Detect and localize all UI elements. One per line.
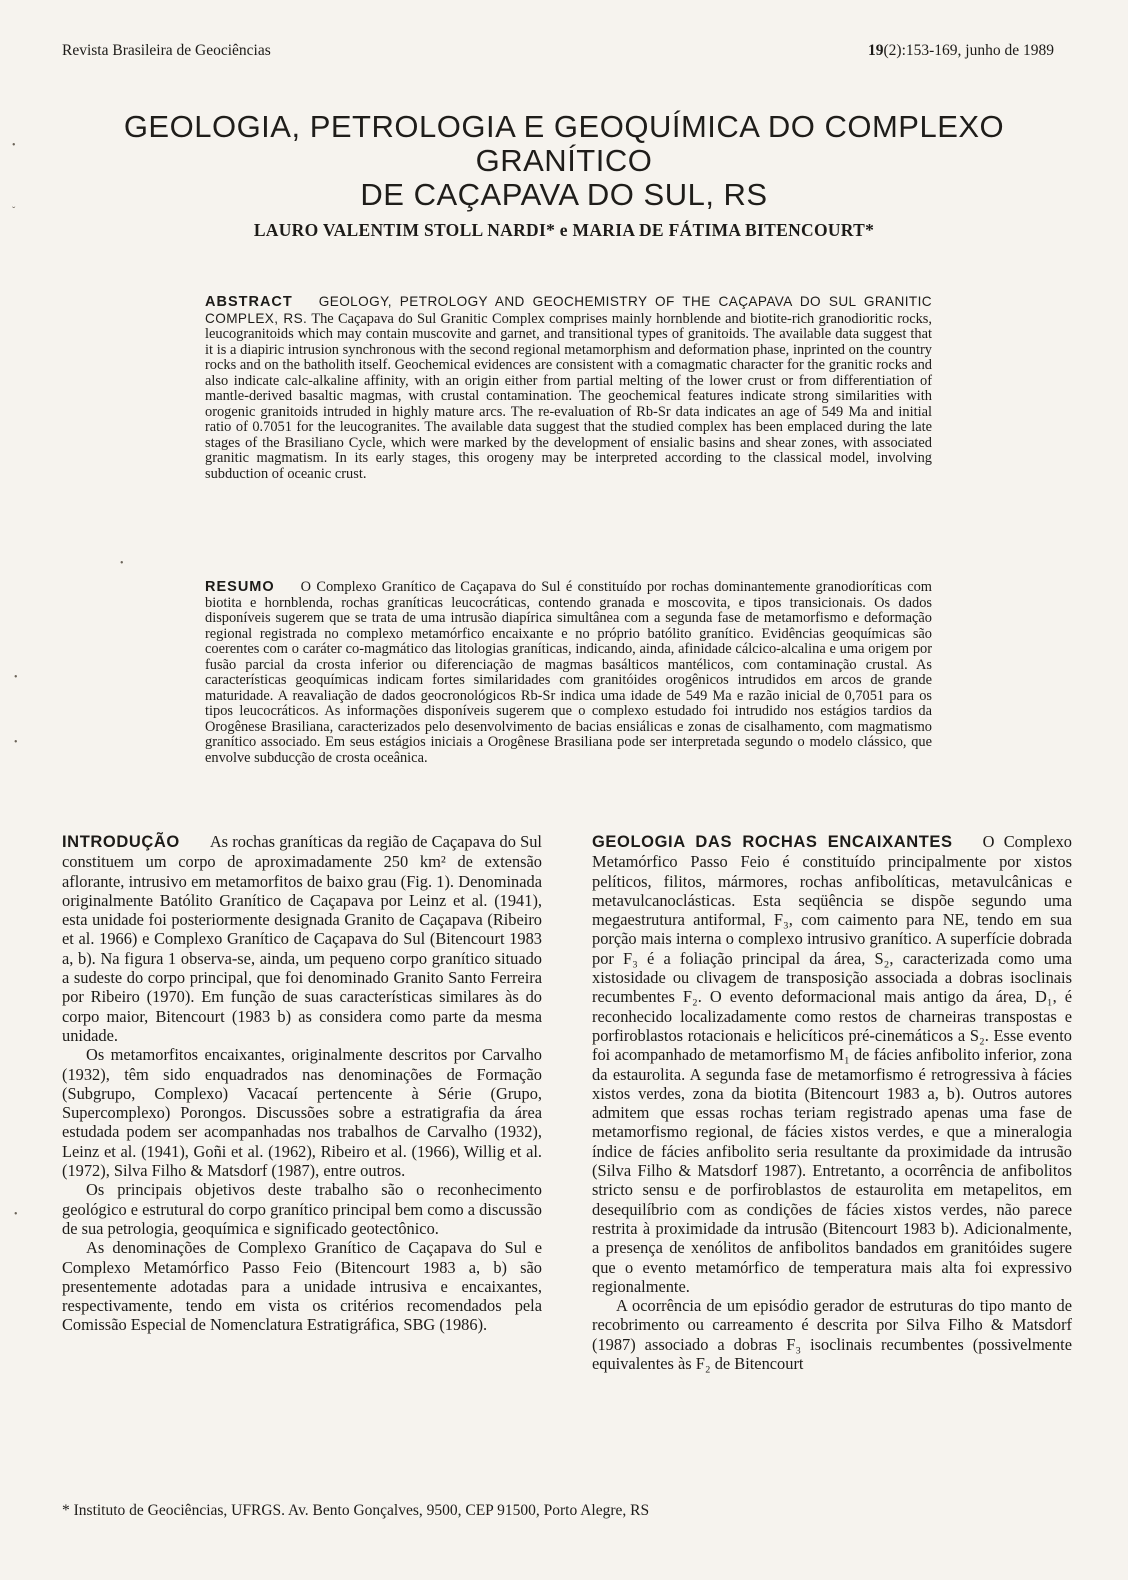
volume-number: 19: [868, 42, 884, 59]
intro-paragraph-1: [62, 832, 542, 1045]
geologia-text-1: O Complexo Metamórfico Passo Feio é constituído principalmente por xistos pelíticos, filitos, mármores, rochas anfibolíticas, metavulcânicas e metavulcanoclásticas. Esta seqüência se dispõe segundo uma megaestrutura antiformal, F₃, com caimento para NE, tendo em sua porção mais interna o complexo intrusivo granítico. A superfície dobrada por F₃ é a foliação principal da área, S₂, caracterizada como uma xistosidade ou clivagem de transposição associada a dobras isoclinais recumbentes F₂. O evento deformacional mais antigo da área, D₁, é reconhecido localizadamente como restos de charneiras transpostas e porfiroblastos rotacionais e helicíticos pré-cinemáticos a S₂. Esse evento foi acompanhado de metamorfismo M₁ de fácies anfibolito inferior, zona da estaurolita. A segunda fase de metamorfismo é retrogressiva à fácies xistos verdes, zona da biotita (Bitencourt 1983 a, b). Outros autores admitem que essas rochas teriam registrado apenas uma fase de metamorfismo regional, de fácies xistos verdes, e que a mineralogia índice de fácies anfibolito seria resultante da proximidade da intrusão (Silva Filho & Matsdorf 1987). Entretanto, a ocorrência de anfibolitos stricto sensu e de porfiroblastos de estaurolita em metapelitos, em desequilíbrio com as condições de fácies xistos verdes, não parece restrita à proximidade da intrusão (Bitencourt 1983 b). Adicionalmente, a presença de xenólitos de anfibolitos bandados em granitóides sugere que o evento metamórfico de temperatura mais alta foi expressivo regionalmente.: [592, 832, 1072, 1296]
abstract-heading: GEOLOGY, PETROLOGY AND GEOCHEMISTRY OF THE CAÇAPAVA DO SUL GRANITIC COMPLEX, RS.: [205, 294, 932, 326]
title-line-1: GEOLOGIA, PETROLOGIA E GEOQUÍMICA DO COMPLEXO GRANÍTICO: [123, 109, 1005, 178]
abstract-text: The Caçapava do Sul Granitic Complex comprises mainly hornblende and biotite-rich granodioritic rocks, leucogranitoids which may contain muscovite and garnet, and transitional types of granitoids. The available data suggest that it is a diapiric intrusion synchronous with the second regional metamorphism and deformation phase, inprinted on the country rocks and on the batholith itself. Geochemical evidences are consistent with a comagmatic character for the granitic rocks and also indicate calc-alkaline affinity, with an origin either from partial melting of the lower crust or from differentiation of mantle-derived basaltic magmas, with crustal contamination. The geochemical features indicate strong similarities with orogenic granitoids intruded in highly mature arcs. The re-evaluation of Rb-Sr data indicates an age of 549 Ma and initial ratio of 0.7051 for the leucogranites. The available data suggest that the studied complex has been emplaced during the late stages of the Brasiliano Cycle, which were marked by the development of ensialic basins and shear zones, with associated granitic magmatism. In its early stages, this orogeny may be interpreted according to the classical model, involving subduction of oceanic crust.: [205, 310, 932, 482]
affiliation-footnote: * Instituto de Geociências, UFRGS. Av. Bento Gonçalves, 9500, CEP 91500, Porto Alegre, RS: [62, 1502, 650, 1519]
journal-name: Revista Brasileira de Geociências: [62, 42, 271, 59]
intro-paragraph-4: As denominações de Complexo Granítico de Caçapava do Sul e Complexo Metamórfico Passo Feio (Bitencourt 1983 a, b) são presentemente adotadas para a unidade intrusiva e encaixantes, respectivamente, tendo em vista os critérios recomendados pela Comissão Especial de Nomenclatura Estratigráfica, SBG (1986).: [62, 1238, 542, 1335]
left-column: [62, 832, 542, 1335]
geologia-heading: GEOLOGIA DAS ROCHAS ENCAIXANTES: [592, 833, 953, 851]
margin-dot: •: [12, 140, 16, 151]
margin-dot: •: [14, 737, 18, 748]
margin-dot: •: [120, 558, 124, 569]
geologia-paragraph-2: A ocorrência de um episódio gerador de estruturas do tipo manto de recobrimento ou carreamento é descrita por Silva Filho & Matsdorf (1987) associado a dobras F₃ isoclinais recumbentes (possivelmente equivalentes às F₂ de Bitencourt: [592, 1296, 1072, 1374]
intro-paragraph-2: Os metamorfitos encaixantes, originalmente descritos por Carvalho (1932), têm sido enquadrados nas denominações de Formação (Subgrupo, Complexo) Vacacaí pertencente à Série (Grupo, Supercomplexo) Porongos. Discussões sobre a estratigrafia da área estudada podem ser acompanhadas nos trabalhos de Carvalho (1932), Leinz et al. (1941), Goñi et al. (1962), Ribeiro et al. (1966), Willig et al. (1972), Silva Filho & Matsdorf (1987), entre outros.: [62, 1045, 542, 1181]
right-column: [592, 832, 1072, 1373]
margin-mark: ˇ: [12, 206, 16, 217]
abstract-label: ABSTRACT: [205, 294, 293, 310]
intro-paragraph-3: Os principais objetivos deste trabalho são o reconhecimento geológico e estrutural do corpo granítico principal bem como a discussão de sua petrologia, geoquímica e significado geotectônico.: [62, 1180, 542, 1238]
intro-text-1: As rochas graníticas da região de Caçapava do Sul constituem um corpo de aproximadamente 250 km² de extensão aflorante, intrusivo em metamorfitos de baixo grau (Fig. 1). Denominada originalmente Batólito Granítico de Caçapava por Leinz et al. (1941), esta unidade foi posteriormente designada Granito de Caçapava (Ribeiro et al. 1966) e Complexo Granítico de Caçapava do Sul (Bitencourt 1983 a, b). Na figura 1 observa-se, ainda, um pequeno corpo granítico situado a sudeste do corpo principal, que foi denominado Granito Santo Ferreira por Ribeiro (1970). Em função de suas características similares às do corpo maior, Bitencourt (1983 b) as considera como parte da mesma unidade.: [62, 832, 542, 1045]
resumo-block: [205, 580, 932, 766]
resumo-text: O Complexo Granítico de Caçapava do Sul é constituído por rochas dominantemente granodioríticas com biotita e hornblenda, rochas graníticas leucocráticas, contendo granada e moscovita, e tipos transicionais. Os dados disponíveis sugerem que se trata de uma intrusão diapírica simultânea com a segunda fase de metamorfismo e deformação regional registrada no complexo metamórfico encaixante e no próprio batólito granítico. Evidências geoquímicas são coerentes com o caráter co-magmático das litologias graníticas, indicando, ainda, afinidade cálcico-alcalina e uma origem por fusão parcial da crosta inferior ou diferenciação de magmas basálticos mantélicos, com contaminação crustal. As características geoquímicas indicam fortes similaridades com granitóides orogênicos intrudidos em arcos de grande maturidade. A reavaliação de dados geocronológicos Rb-Sr indica uma idade de 549 Ma e razão inicial de 0,7051 para os tipos leucocráticos. As informações disponíveis sugerem que o complexo estudado foi intrudido nos estágios tardios da Orogênese Brasiliana, caracterizados pelo desenvolvimento de bacias ensiálicas e zonas de cisalhamento, com magmatismo granítico associado. Em seus estágios iniciais a Orogênese Brasiliana pode ser interpretada segundo o modelo clássico, que envolve subducção de crosta oceânica.: [205, 579, 932, 766]
abstract-block: [205, 294, 932, 482]
geologia-paragraph-1: [592, 832, 1072, 1296]
article-title: [60, 110, 1068, 212]
margin-dot: •: [14, 1209, 18, 1220]
title-line-2: DE CAÇAPAVA DO SUL, RS: [360, 177, 768, 212]
margin-dot: •: [14, 672, 18, 683]
intro-heading: INTRODUÇÃO: [62, 833, 180, 851]
author-line: LAURO VALENTIM STOLL NARDI* e MARIA DE FÁTIMA BITENCOURT*: [253, 220, 875, 240]
citation-info: [868, 42, 1054, 60]
resumo-label: RESUMO: [205, 579, 275, 595]
issue-pages-date: (2):153-169, junho de 1989: [883, 42, 1054, 59]
